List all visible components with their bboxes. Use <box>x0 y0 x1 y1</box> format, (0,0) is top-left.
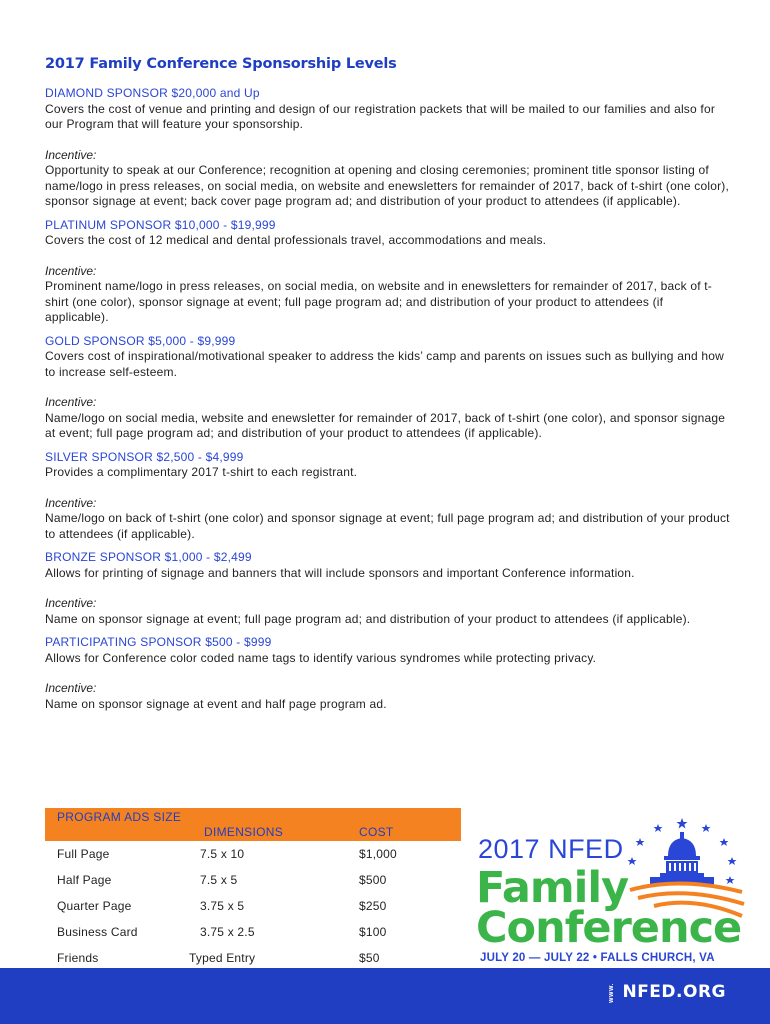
header-size: PROGRAM ADS SIZE <box>57 810 182 824</box>
logo-year-line: 2017 NFED <box>478 834 624 864</box>
program-ads-table <box>45 808 461 971</box>
conference-dates: JULY 20 — JULY 22 • FALLS CHURCH, VA <box>480 952 715 964</box>
table-row <box>45 919 461 945</box>
level-description: Covers the cost of venue and printing and design of our registration packets that will be mailed to our families and also for our Program that will feature your sponsorship. <box>45 101 716 131</box>
level-heading: GOLD SPONSOR $5,000 - $9,999 <box>45 333 236 348</box>
incentive-label: Incentive: <box>45 596 97 610</box>
level-heading: SILVER SPONSOR $2,500 - $4,999 <box>45 449 244 464</box>
level-description: Covers cost of inspirational/motivational speaker to address the kids’ camp and parents on issues such as bullying and how to increase self-esteem. <box>45 349 724 379</box>
ad-cost: $500 <box>359 873 387 887</box>
level-heading: PARTICIPATING SPONSOR $500 - $999 <box>45 635 272 649</box>
level-description: Allows for printing of signage and banners that will include sponsors and important Conference information. <box>45 565 635 580</box>
ad-dimensions: 7.5 x 10 <box>200 847 245 861</box>
ad-dimensions: 3.75 x 2.5 <box>200 925 255 939</box>
level-description: Covers the cost of 12 medical and dental professionals travel, accommodations and meals. <box>45 233 547 247</box>
ad-size: Business Card <box>57 925 138 939</box>
table-row <box>45 893 461 919</box>
sponsorship-content <box>45 56 730 720</box>
level-heading: DIAMOND SPONSOR $20,000 and Up <box>45 86 260 100</box>
ad-size: Full Page <box>57 847 110 861</box>
level-description: Allows for Conference color coded name tags to identify various syndromes while protecting privacy. <box>45 650 597 665</box>
incentive-label: Incentive: <box>45 147 97 162</box>
ad-cost: $250 <box>359 899 387 913</box>
ad-dimensions: 7.5 x 5 <box>200 873 238 887</box>
level-heading: PLATINUM SPONSOR $10,000 - $19,999 <box>45 217 276 232</box>
incentive-label: Incentive: <box>45 681 97 695</box>
incentive-text: Prominent name/logo in press releases, on social media, on website and in enewsletters for remainder of 2017, back of t-shirt (one color), sponsor signage at event; full page program ad; and distribution of your product to attendees (if applicable). <box>45 279 713 324</box>
incentive-text: Name on sponsor signage at event; full page program ad; and distribution of your product to attendees (if applicable). <box>45 611 691 626</box>
header-cost: COST <box>359 825 394 839</box>
ad-size: Half Page <box>57 873 112 887</box>
incentive-text: Name/logo on back of t-shirt (one color) and sponsor signage at event; full page program ad; and distribution of your product to attendees (if applicable). <box>45 511 730 541</box>
logo-family-text: Family <box>476 863 629 913</box>
incentive-label: Incentive: <box>45 263 97 278</box>
website-link[interactable] <box>602 982 726 1002</box>
incentive-text: Opportunity to speak at our Conference; recognition at opening and closing ceremonies; prominent title sponsor listing of name/logo in press releases, on social media, on website and enewsletters for remainder of 2017, back of t-shirt (one color), sponsor signage at event; back cover page program ad; and distribution of your product to attendees (if applicable). <box>45 163 730 208</box>
logo-conference-text: Conference <box>476 903 742 953</box>
sponsor-level-gold <box>45 334 730 442</box>
ad-cost: $100 <box>359 925 387 939</box>
website-domain: NFED.ORG <box>622 982 726 1002</box>
footer-bar <box>0 968 770 1024</box>
incentive-text: Name/logo on social media, website and enewsletter for remainder of 2017, back of t-shirt (one color), and sponsor signage at event; full page program ad; and distribution of your product to attendees (if applicable). <box>45 410 726 440</box>
ad-cost: $50 <box>359 951 380 965</box>
table-header <box>45 808 461 841</box>
ad-cost: $1,000 <box>359 847 397 861</box>
sponsor-level-platinum <box>45 218 730 326</box>
page-title: 2017 Family Conference Sponsorship Levels <box>45 56 397 72</box>
header-dimensions: DIMENSIONS <box>204 825 284 839</box>
level-description: Provides a complimentary 2017 t-shirt to each registrant. <box>45 465 358 479</box>
sponsor-level-diamond <box>45 86 730 210</box>
sponsor-level-bronze <box>45 550 730 627</box>
level-heading: BRONZE SPONSOR $1,000 - $2,499 <box>45 550 252 564</box>
ad-size: Friends <box>57 951 99 965</box>
sponsor-level-participating <box>45 635 730 712</box>
www-prefix: WWW. <box>609 982 616 1004</box>
incentive-label: Incentive: <box>45 395 97 409</box>
conference-logo <box>470 812 745 972</box>
ad-dimensions: Typed Entry <box>189 951 256 965</box>
sponsor-level-silver <box>45 450 730 543</box>
ad-dimensions: 3.75 x 5 <box>200 899 245 913</box>
incentive-text: Name on sponsor signage at event and half page program ad. <box>45 696 387 711</box>
table-row <box>45 841 461 867</box>
ad-size: Quarter Page <box>57 899 132 913</box>
table-row <box>45 867 461 893</box>
incentive-label: Incentive: <box>45 495 97 510</box>
